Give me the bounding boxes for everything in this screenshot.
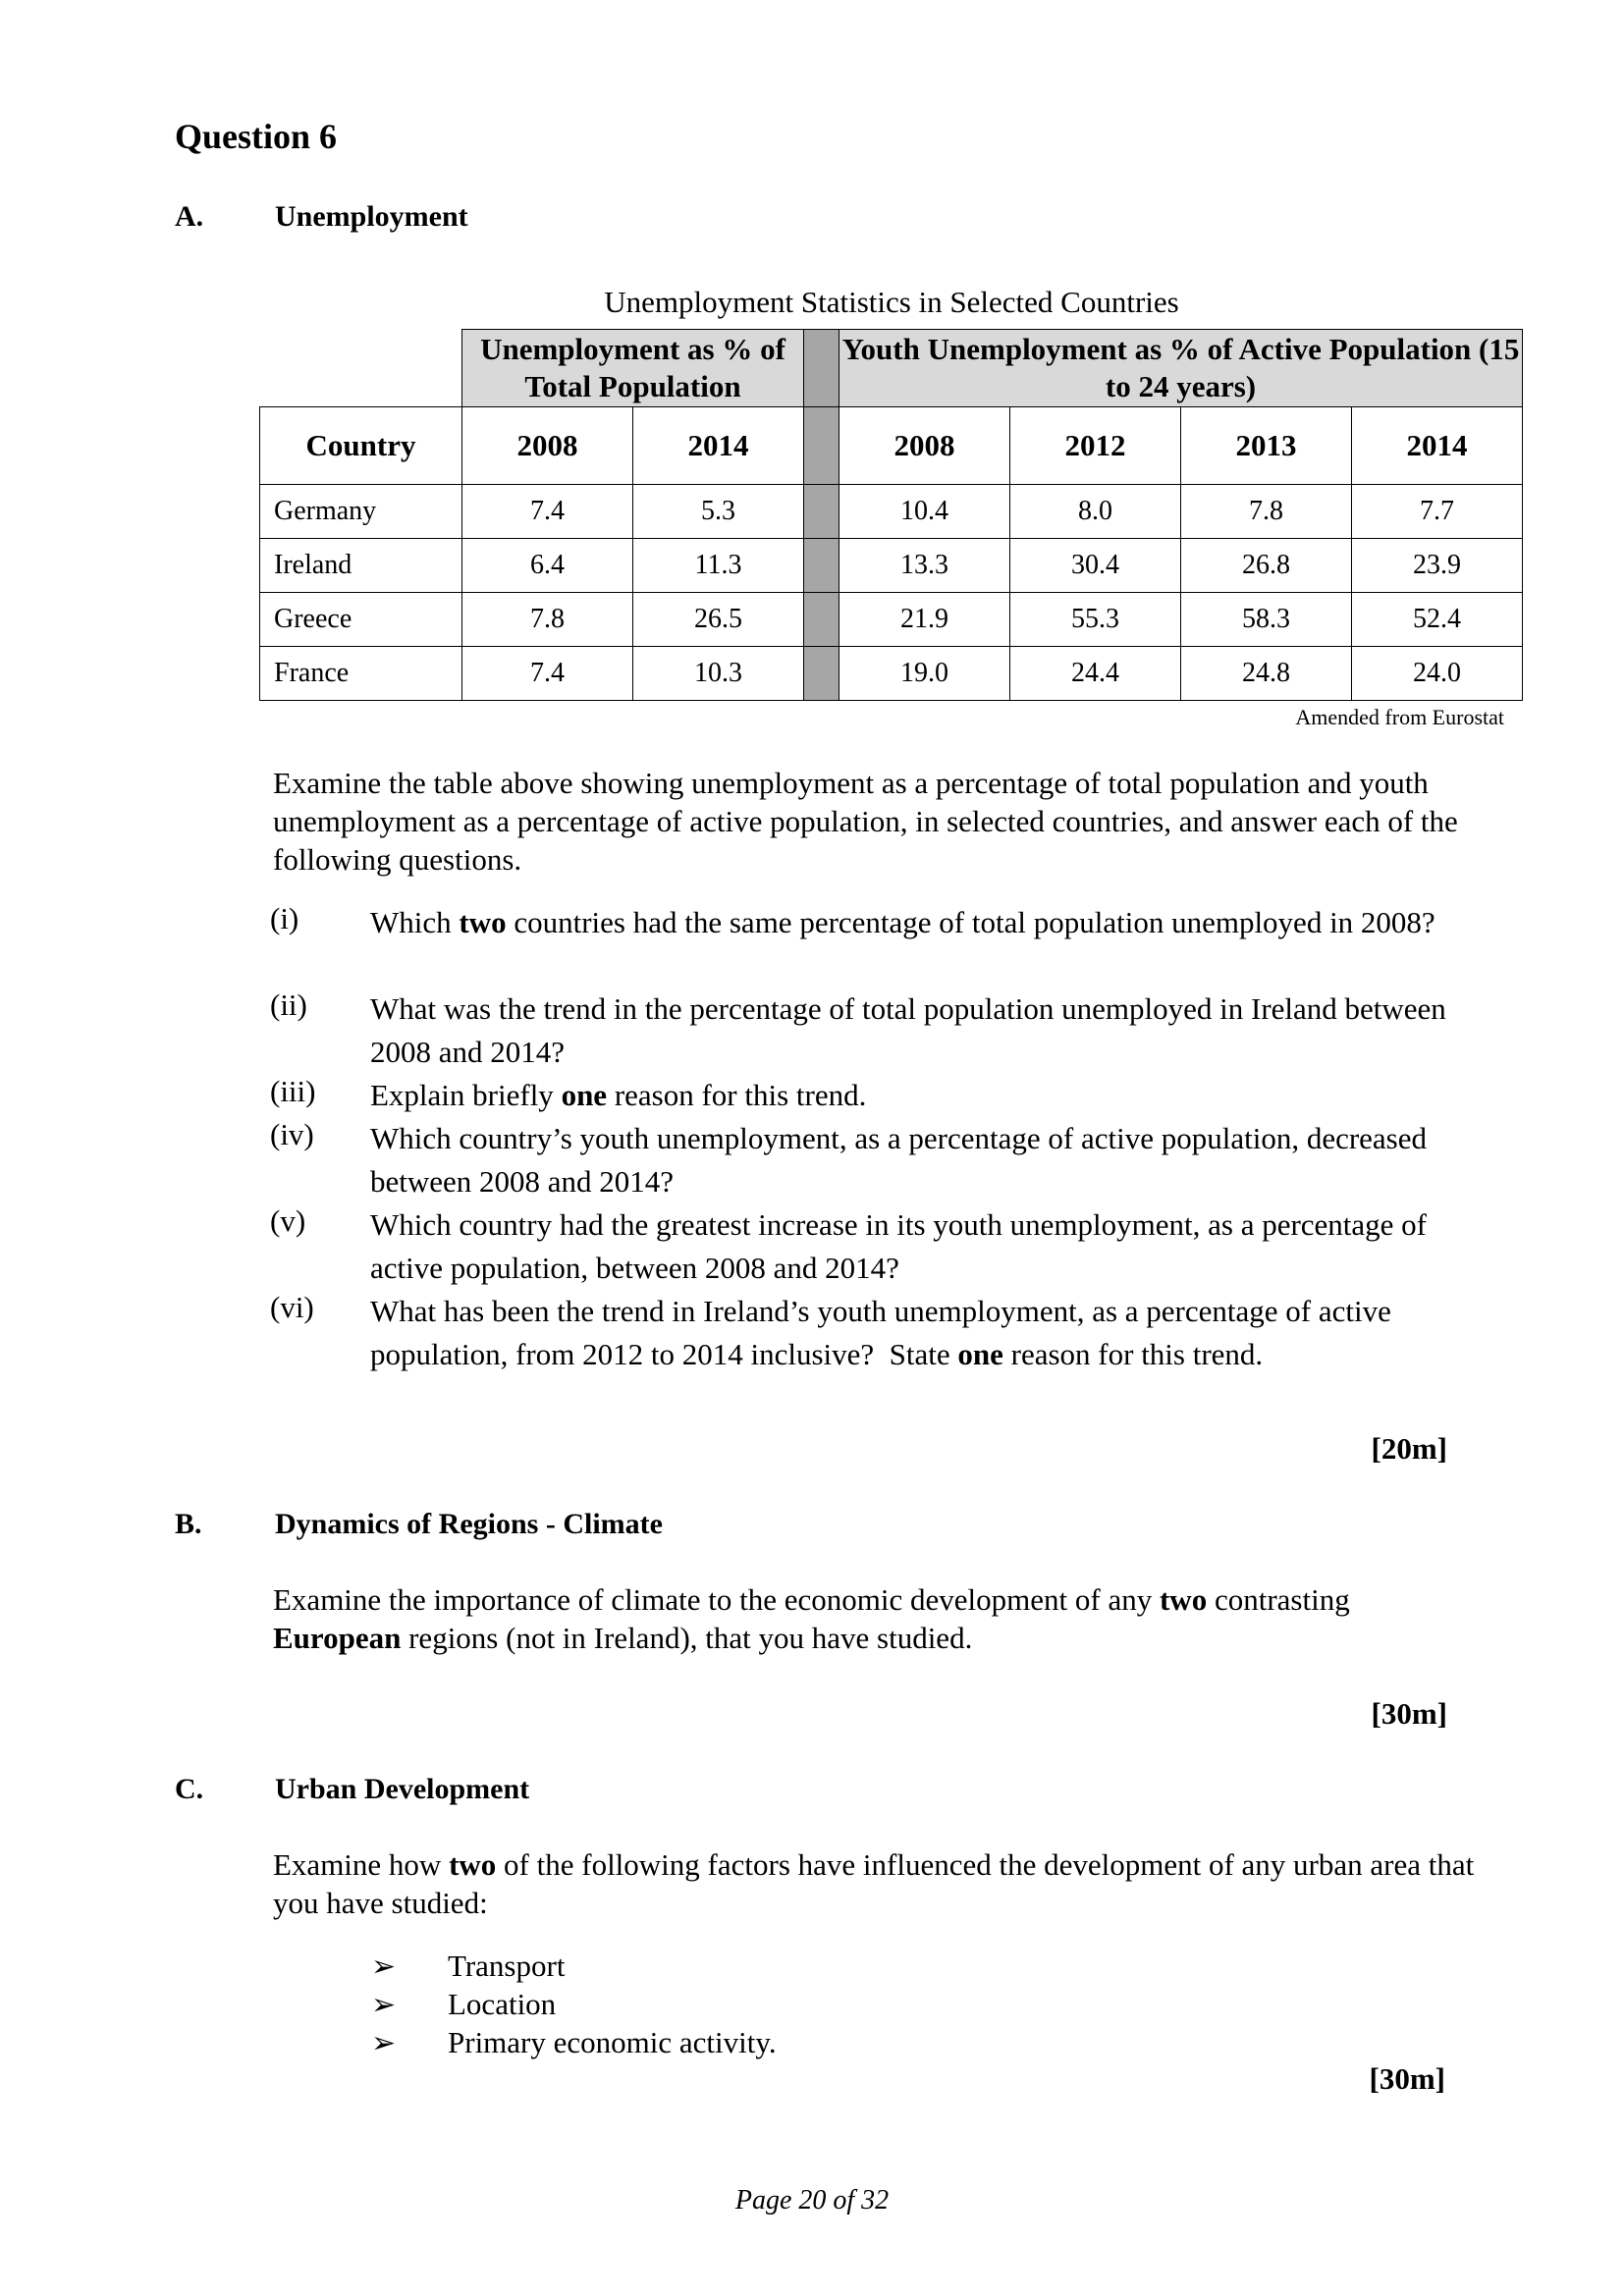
table-gap bbox=[804, 485, 839, 539]
question-number: (v) bbox=[270, 1203, 306, 1238]
header-youth-2012: 2012 bbox=[1010, 407, 1181, 485]
section-a-marks: [20m] bbox=[1371, 1431, 1447, 1466]
section-a-letter: A. bbox=[175, 200, 204, 233]
question-item bbox=[270, 1074, 1470, 1117]
value-cell: 7.8 bbox=[462, 593, 633, 647]
question-item bbox=[270, 1117, 1470, 1203]
table-gap bbox=[804, 647, 839, 701]
list-item-text: Primary economic activity. bbox=[448, 2025, 777, 2059]
section-b-marks: [30m] bbox=[1371, 1696, 1447, 1731]
section-c-marks: [30m] bbox=[1369, 2061, 1445, 2096]
table-gap bbox=[804, 593, 839, 647]
question-text: What has been the trend in Ireland’s youth unemployment, as a percentage of active population, from 2012 to 2014 inclusive? State one reason for this trend. bbox=[370, 1294, 1391, 1371]
question-item bbox=[270, 1290, 1470, 1376]
question-text: Explain briefly one reason for this trend. bbox=[370, 1078, 867, 1112]
value-cell: 10.4 bbox=[839, 485, 1010, 539]
value-cell: 52.4 bbox=[1352, 593, 1523, 647]
page-number: Page 20 of 32 bbox=[734, 2185, 890, 2216]
section-c-title: Urban Development bbox=[275, 1773, 530, 1805]
country-cell: Ireland bbox=[260, 539, 462, 593]
question-number: (vi) bbox=[270, 1290, 314, 1324]
header-youth-2014: 2014 bbox=[1352, 407, 1523, 485]
header-youth-2008: 2008 bbox=[839, 407, 1010, 485]
table-gap bbox=[804, 330, 839, 407]
section-b-text: Examine the importance of climate to the economic development of any two contrasting European regions (not in Ireland), that you have studied. bbox=[273, 1582, 1350, 1655]
value-cell: 7.7 bbox=[1352, 485, 1523, 539]
table-row bbox=[260, 593, 1523, 647]
table-gap bbox=[804, 407, 839, 485]
value-cell: 8.0 bbox=[1010, 485, 1181, 539]
group-header-youth: Youth Unemployment as % of Active Population (15 to 24 years) bbox=[839, 330, 1523, 407]
value-cell: 7.4 bbox=[462, 647, 633, 701]
value-cell: 5.3 bbox=[633, 485, 804, 539]
value-cell: 21.9 bbox=[839, 593, 1010, 647]
table-row bbox=[260, 647, 1523, 701]
list-item bbox=[371, 1986, 777, 2024]
table-source: Amended from Eurostat bbox=[1295, 705, 1504, 729]
section-a-intro: Examine the table above showing unemployment as a percentage of total population and youth unemployment as a percentage of active population, in selected countries, and answer each of the following questions. bbox=[273, 766, 1458, 877]
question-number: (iv) bbox=[270, 1117, 314, 1151]
list-item-text: Transport bbox=[448, 1949, 566, 1983]
value-cell: 11.3 bbox=[633, 539, 804, 593]
section-b-letter: B. bbox=[175, 1508, 202, 1540]
country-cell: France bbox=[260, 647, 462, 701]
table-caption: Unemployment Statistics in Selected Countries bbox=[604, 285, 1179, 319]
value-cell: 24.0 bbox=[1352, 647, 1523, 701]
value-cell: 19.0 bbox=[839, 647, 1010, 701]
group-header-total: Unemployment as % of Total Population bbox=[462, 330, 804, 407]
value-cell: 6.4 bbox=[462, 539, 633, 593]
factor-list bbox=[371, 1948, 777, 2062]
question-title: Question 6 bbox=[175, 117, 338, 156]
country-cell: Germany bbox=[260, 485, 462, 539]
header-youth-2013: 2013 bbox=[1181, 407, 1352, 485]
list-item bbox=[371, 1948, 777, 1986]
table-row bbox=[260, 485, 1523, 539]
question-number: (ii) bbox=[270, 988, 307, 1022]
question-text: What was the trend in the percentage of total population unemployed in Ireland between 2008 and 2014? bbox=[370, 991, 1446, 1069]
question-number: (iii) bbox=[270, 1074, 316, 1108]
question-number: (i) bbox=[270, 901, 299, 935]
country-cell: Greece bbox=[260, 593, 462, 647]
list-item bbox=[371, 2024, 777, 2062]
value-cell: 55.3 bbox=[1010, 593, 1181, 647]
value-cell: 24.4 bbox=[1010, 647, 1181, 701]
value-cell: 13.3 bbox=[839, 539, 1010, 593]
header-country: Country bbox=[260, 407, 462, 485]
header-total-2014: 2014 bbox=[633, 407, 804, 485]
value-cell: 58.3 bbox=[1181, 593, 1352, 647]
section-c-text: Examine how two of the following factors have influenced the development of any urban area that you have studied: bbox=[273, 1847, 1475, 1920]
table-corner bbox=[260, 330, 462, 407]
list-item-text: Location bbox=[448, 1987, 557, 2021]
value-cell: 10.3 bbox=[633, 647, 804, 701]
value-cell: 23.9 bbox=[1352, 539, 1523, 593]
question-text: Which country’s youth unemployment, as a percentage of active population, decreased between 2008 and 2014? bbox=[370, 1121, 1428, 1199]
unemployment-table bbox=[259, 329, 1523, 701]
arrow-bullet-icon: ➢ bbox=[371, 2027, 397, 2059]
arrow-bullet-icon: ➢ bbox=[371, 1950, 397, 1983]
section-a-title: Unemployment bbox=[275, 200, 468, 233]
value-cell: 26.8 bbox=[1181, 539, 1352, 593]
header-total-2008: 2008 bbox=[462, 407, 633, 485]
table-row bbox=[260, 539, 1523, 593]
table-gap bbox=[804, 539, 839, 593]
value-cell: 26.5 bbox=[633, 593, 804, 647]
question-text: Which two countries had the same percentage of total population unemployed in 2008? bbox=[370, 905, 1435, 939]
value-cell: 30.4 bbox=[1010, 539, 1181, 593]
section-b-title: Dynamics of Regions - Climate bbox=[275, 1508, 663, 1540]
value-cell: 7.4 bbox=[462, 485, 633, 539]
question-item bbox=[270, 1203, 1470, 1290]
question-text: Which country had the greatest increase in its youth unemployment, as a percentage of active population, between 2008 and 2014? bbox=[370, 1207, 1428, 1285]
value-cell: 7.8 bbox=[1181, 485, 1352, 539]
arrow-bullet-icon: ➢ bbox=[371, 1989, 397, 2021]
question-item bbox=[270, 988, 1470, 1074]
question-list bbox=[270, 901, 1470, 1376]
section-c-letter: C. bbox=[175, 1773, 204, 1805]
value-cell: 24.8 bbox=[1181, 647, 1352, 701]
question-item bbox=[270, 901, 1470, 988]
